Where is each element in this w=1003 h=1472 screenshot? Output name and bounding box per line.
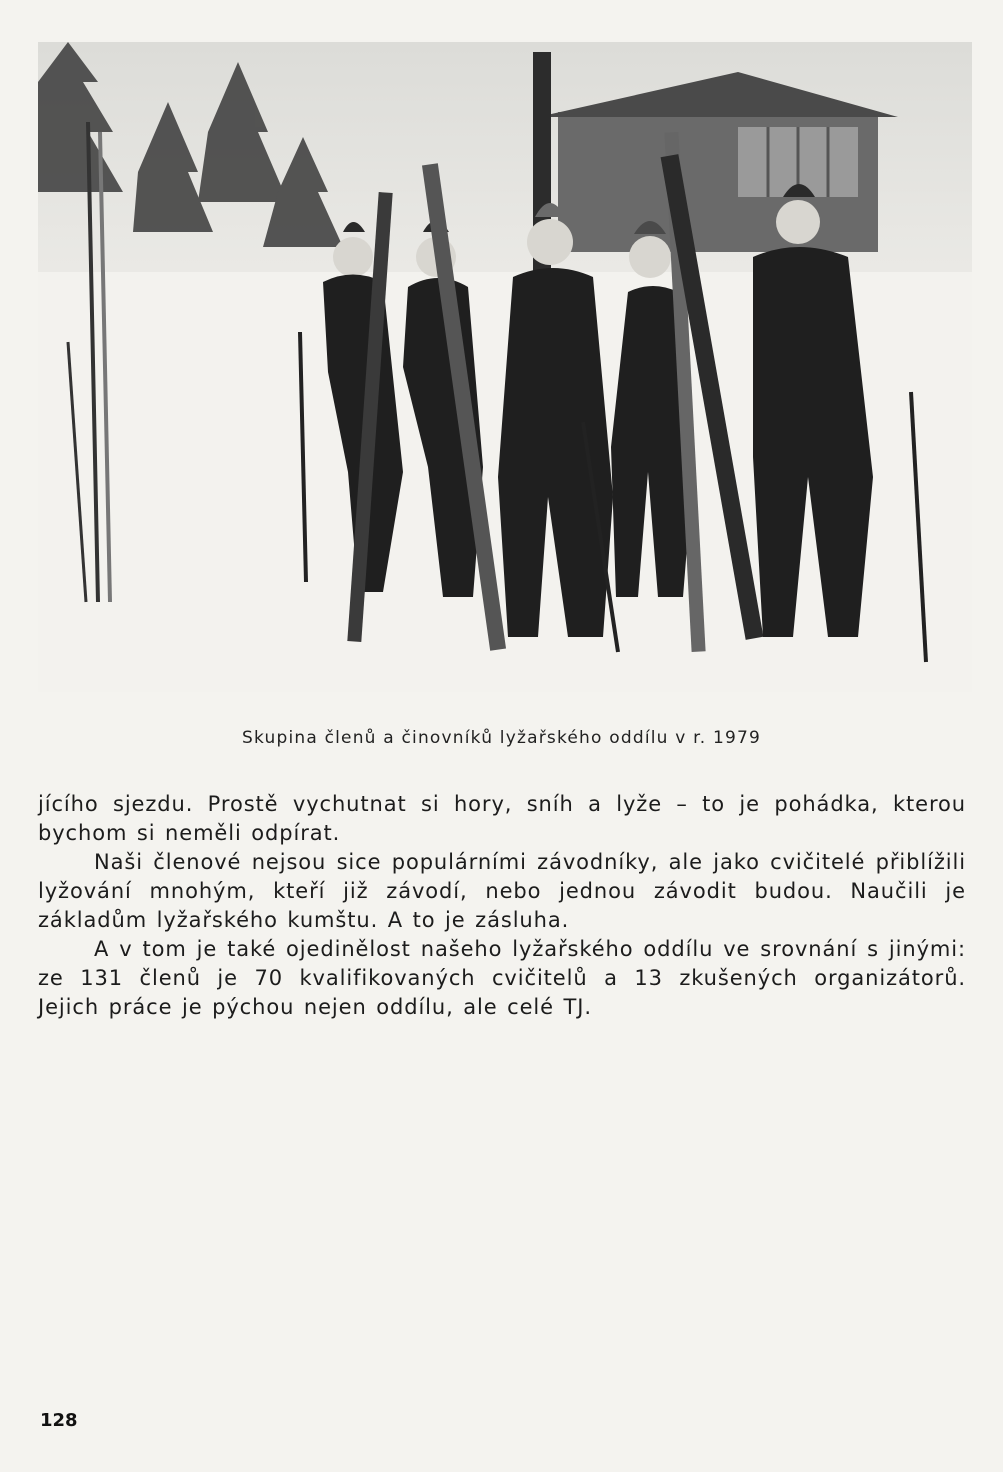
paragraph-1: jícího sjezdu. Prostě vychutnat si hory, sníh a lyže – to je pohádka, kterou bychom si neměli odpírat. xyxy=(38,792,966,845)
paragraph-2: Naši členové nejsou sice populárními závodníky, ale jako cvičitelé přiblížili lyžování mnohým, kteří již závodí, nebo jednou závodit budou. Naučili je základům lyžařského kumštu. A to je zásluha. xyxy=(38,850,966,932)
photo-illustration xyxy=(38,42,972,692)
background-trees xyxy=(38,42,343,247)
group-photo xyxy=(38,42,972,692)
photo-caption: Skupina členů a činovníků lyžařského oddílu v r. 1979 xyxy=(241,728,762,748)
paragraph-3: A v tom je také ojedinělost našeho lyžařského oddílu ve srovnání s jinými: ze 131 členů je 70 kvalifikovaných cvičitelů a 13 zkušených organizátorů. Jejich práce je pýchou nejen oddílu, ale celé TJ. xyxy=(38,937,966,1019)
background-building xyxy=(533,52,898,282)
page-number: 128 xyxy=(40,1410,78,1431)
body-text xyxy=(38,790,966,1022)
